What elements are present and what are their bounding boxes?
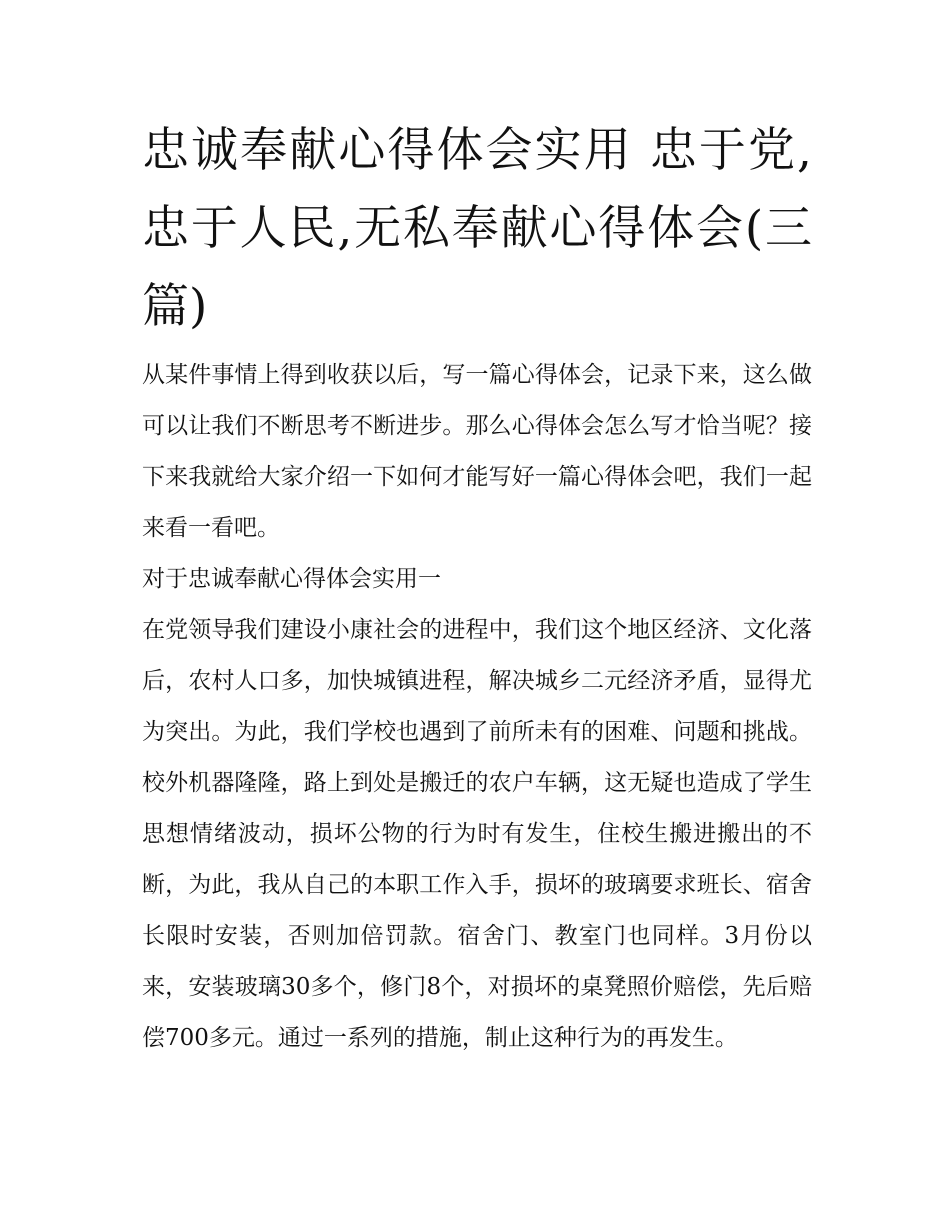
section-body-paragraph: 在党领导我们建设小康社会的进程中，我们这个地区经济、文化落后，农村人口多，加快城镇进程，解决城乡二元经济矛盾，显得尤为突出。为此，我们学校也遇到了前所未有的困难、问题和挑战。校外机器隆隆，路上到处是搬迁的农户车辆，这无疑也造成了学生思想情绪波动，损坏公物的行为时有发生，住校生搬进搬出的不断，为此，我从自己的本职工作入手，损坏的玻璃要求班长、宿舍长限时安装，否则加倍罚款。宿舍门、教室门也同样。3月份以来，安装玻璃30多个，修门8个，对损坏的桌凳照价赔偿，先后赔偿700多元。通过一系列的措施，制止这种行为的再发生。 xyxy=(142,617,812,1051)
section-heading: 对于忠诚奉献心得体会实用一 xyxy=(142,566,441,592)
document-page xyxy=(142,112,812,1064)
document-title: 忠诚奉献心得体会实用 忠于党,忠于人民,无私奉献心得体会(三篇) xyxy=(142,123,812,334)
intro-paragraph: 从某件事情上得到收获以后，写一篇心得体会，记录下来，这么做可以让我们不断思考不断进步。那么心得体会怎么写才恰当呢？接下来我就给大家介绍一下如何才能写好一篇心得体会吧，我们一起来看一看吧。 xyxy=(142,362,812,541)
